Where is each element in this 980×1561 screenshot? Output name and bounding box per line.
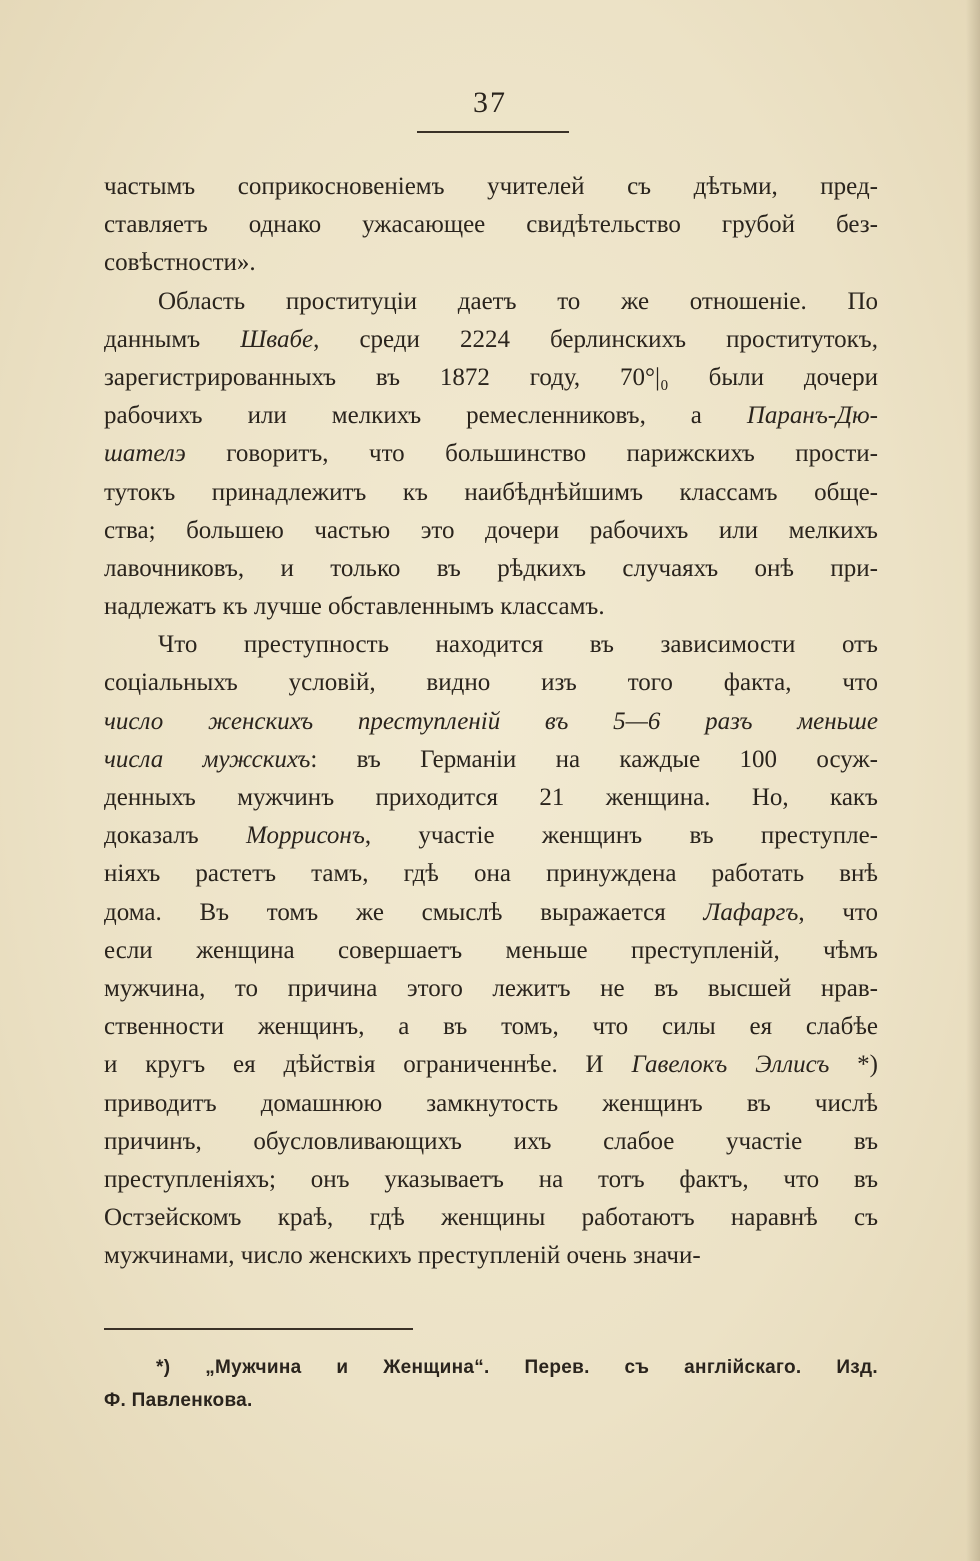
text-line [104, 244, 878, 282]
text-span: преступленiяхъ; онъ указываетъ на тотъ фактъ, что въ [104, 1165, 878, 1193]
text-span: нiяхъ растетъ тамъ, гдѣ она принуждена работать внѣ [104, 860, 878, 888]
text-span: если женщина совершаетъ меньше преступленiй, чѣмъ [104, 936, 878, 964]
text-span: мужчинами, число женскихъ преступленiй очень значи- [104, 1242, 701, 1270]
text-line [104, 932, 878, 970]
paragraph [104, 168, 878, 283]
text-span: Область проституцiи даетъ то же отношенiе. По [158, 287, 878, 315]
text-span: лавочниковъ, и только въ рѣдкихъ случаяхъ онѣ при- [104, 554, 878, 582]
text-line [104, 855, 878, 893]
footnote-rule [104, 1328, 413, 1330]
text-span: доказалъ [104, 822, 246, 850]
text-span: приводитъ домашнюю замкнутость женщинъ въ числѣ [104, 1089, 878, 1117]
text-span: Что преступность находится въ зависимости отъ [158, 631, 878, 659]
text-span: ственности женщинъ, а въ томъ, что силы ея слабѣе [104, 1013, 878, 1041]
text-span: причинъ, обусловливающихъ ихъ слабое участiе въ [104, 1127, 878, 1155]
text-line [104, 970, 878, 1008]
text-span: зарегистрированныхъ въ 1872 году, 70°|₀ были дочери [104, 363, 878, 391]
text-span: тутокъ принадлежитъ къ наибѣднѣйшимъ классамъ обще- [104, 478, 878, 506]
italic-text: шателэ [104, 440, 186, 468]
text-span: дома. Въ томъ же смыслѣ выражается [104, 898, 704, 926]
paragraph [104, 283, 878, 627]
text-line [104, 1199, 878, 1237]
footnote [104, 1351, 878, 1417]
text-span: *) [829, 1051, 879, 1079]
text-span: и кругъ ея дѣйствiя ограниченнѣе. И [104, 1051, 632, 1079]
text-span: , участiе женщинъ въ преступле- [364, 822, 878, 850]
text-line [104, 779, 878, 817]
text-line [104, 1123, 878, 1161]
text-line [104, 741, 878, 779]
text-span: , среди 2224 берлинскихъ проститутокъ, [313, 325, 878, 353]
text-line [104, 1085, 878, 1123]
text-line [104, 1237, 878, 1275]
text-line [104, 588, 878, 626]
text-span: совѣстности». [104, 249, 256, 277]
italic-text: число женскихъ преступленiй въ 5—6 разъ меньше [104, 707, 878, 735]
text-line [104, 664, 878, 702]
text-line [104, 359, 878, 397]
italic-text: числа мужскихъ [104, 745, 311, 773]
paragraph [104, 626, 878, 1275]
text-span: денныхъ мужчинъ приходится 21 женщина. Но, какъ [104, 784, 878, 811]
header-rule [417, 131, 569, 133]
text-span: ства; большею частью это дочери рабочихъ или мелкихъ [104, 516, 878, 544]
text-span: надлежатъ къ лучше обставленнымъ классамъ. [104, 593, 605, 621]
text-span: говоритъ, что большинство парижскихъ прости- [185, 440, 878, 468]
text-line [104, 550, 878, 588]
text-line [104, 283, 878, 321]
text-span: даннымъ [104, 325, 241, 353]
italic-text: Паранъ-Дю- [746, 402, 878, 430]
text-line [104, 321, 878, 359]
text-line [104, 817, 878, 855]
text-line [104, 894, 878, 932]
text-line [104, 1008, 878, 1046]
text-line [104, 626, 878, 664]
text-span: : въ Германiи на каждые 100 осуж- [310, 745, 878, 773]
text-line [104, 397, 878, 435]
text-line [104, 474, 878, 512]
text-line [104, 1046, 878, 1084]
text-line [104, 1161, 878, 1199]
body-text [104, 168, 878, 1275]
footnote-line: *) „Мужчина и Женщина“. Перев. съ англiйскаго. Изд. [156, 1357, 878, 1378]
text-span: рабочихъ или мелкихъ ремесленниковъ, а [104, 402, 747, 430]
text-span: соцiальныхъ условiй, видно изъ того факта, что [104, 669, 878, 697]
italic-text: Моррисонъ [245, 822, 365, 850]
text-line [104, 435, 878, 473]
text-line [104, 168, 878, 206]
text-span: Остзейскомъ краѣ, гдѣ женщины работаютъ наравнѣ съ [104, 1204, 878, 1232]
text-span: , что [798, 898, 878, 926]
italic-text: Гавелокъ Эллисъ [631, 1051, 830, 1079]
text-span: частымъ соприкосновенiемъ учителей съ дѣтьми, пред- [104, 173, 878, 200]
text-line [104, 512, 878, 550]
text-line [104, 703, 878, 741]
italic-text: Лафаргъ [703, 898, 799, 926]
text-span: ставляетъ однако ужасающее свидѣтельство грубой без- [104, 211, 878, 239]
footnote-line: Ф. Павленкова. [104, 1390, 253, 1411]
text-span: мужчина, то причина этого лежитъ не въ высшей нрав- [104, 974, 878, 1002]
page-number: 37 [473, 86, 507, 119]
italic-text: Швабе [240, 325, 314, 353]
text-line [104, 206, 878, 244]
